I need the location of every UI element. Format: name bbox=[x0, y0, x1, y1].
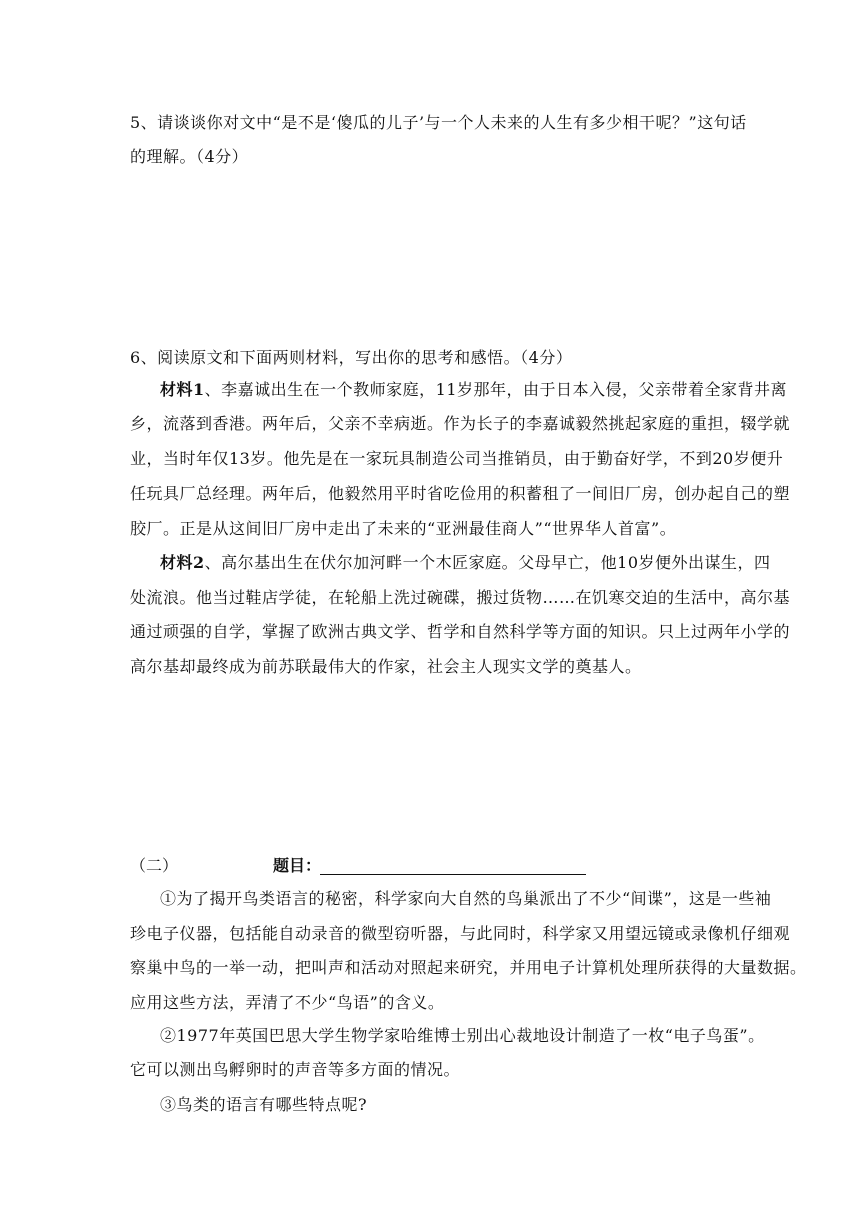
material-2-line-1 bbox=[160, 553, 771, 573]
title-label: 题目： bbox=[273, 856, 322, 875]
material-1-line-5: 胶厂。正是从这间旧厂房中走出了未来的“亚洲最佳商人”“世界华人首富”。 bbox=[130, 519, 677, 538]
material-1-line-4: 任玩具厂总经理。两年后，他毅然用平时省吃俭用的积蓄租了一间旧厂房，创办起自己的塑 bbox=[130, 484, 791, 503]
material-2-line-4: 高尔基却最终成为前苏联最伟大的作家，社会主人现实文学的奠基人。 bbox=[130, 657, 642, 676]
material-2-line-2: 处流浪。他当过鞋店学徒，在轮船上洗过碗碟，搬过货物……在饥寒交迫的生活中，高尔基 bbox=[130, 588, 791, 607]
material-1-line-1 bbox=[160, 380, 787, 400]
para-2-line-2: 它可以测出鸟孵卵时的声音等多方面的情况。 bbox=[130, 1060, 461, 1079]
q5-line-2: 的理解。（4分） bbox=[130, 147, 249, 166]
section-number: （二） bbox=[130, 856, 179, 875]
material-1-line-2: 乡，流落到香港。两年后，父亲不幸病逝。作为长子的李嘉诚毅然挑起家庭的重担，辍学就 bbox=[130, 414, 791, 433]
material-1-label: 材料1 bbox=[160, 380, 205, 399]
material-2-text: 、高尔基出生在伏尔加河畔一个木匠家庭。父母早亡，他10岁便外出谋生，四 bbox=[204, 553, 771, 572]
para-1-line-1: ①为了揭开鸟类语言的秘密，科学家向大自然的鸟巢派出了不少“间谍”，这是一些袖 bbox=[160, 889, 772, 908]
material-2-label: 材料2 bbox=[160, 553, 205, 572]
material-2-line-3: 通过顽强的自学，掌握了欧洲古典文学、哲学和自然科学等方面的知识。只上过两年小学的 bbox=[130, 622, 791, 641]
material-1-line-3: 业，当时年仅13岁。他先是在一家玩具制造公司当推销员，由于勤奋好学，不到20岁便升 bbox=[130, 449, 784, 468]
q6-prompt: 6、阅读原文和下面两则材料，写出你的思考和感悟。（4分） bbox=[130, 348, 573, 367]
para-1-line-4: 应用这些方法，弄清了不少“鸟语”的含义。 bbox=[130, 993, 445, 1012]
q5-line-1: 5、请谈谈你对文中“是不是‘傻瓜的儿子’与一个人未来的人生有多少相干呢？”这句话 bbox=[130, 113, 747, 132]
para-3-line-1: ③鸟类的语言有哪些特点呢? bbox=[160, 1095, 368, 1114]
para-1-line-2: 珍电子仪器，包括能自动录音的微型窃听器，与此同时，科学家又用望远镜或录像机仔细观 bbox=[130, 924, 791, 943]
para-2-line-1: ②1977年英国巴思大学生物学家哈维博士别出心裁地设计制造了一枚“电子鸟蛋”。 bbox=[160, 1026, 765, 1045]
para-1-line-3: 察巢中鸟的一举一动，把叫声和活动对照起来研究，并用电子计算机处理所获得的大量数据。 bbox=[130, 958, 807, 977]
title-answer-blank[interactable] bbox=[320, 874, 586, 875]
material-1-text: 、李嘉诚出生在一个教师家庭，11岁那年，由于日本入侵，父亲带着全家背井离 bbox=[204, 380, 788, 399]
